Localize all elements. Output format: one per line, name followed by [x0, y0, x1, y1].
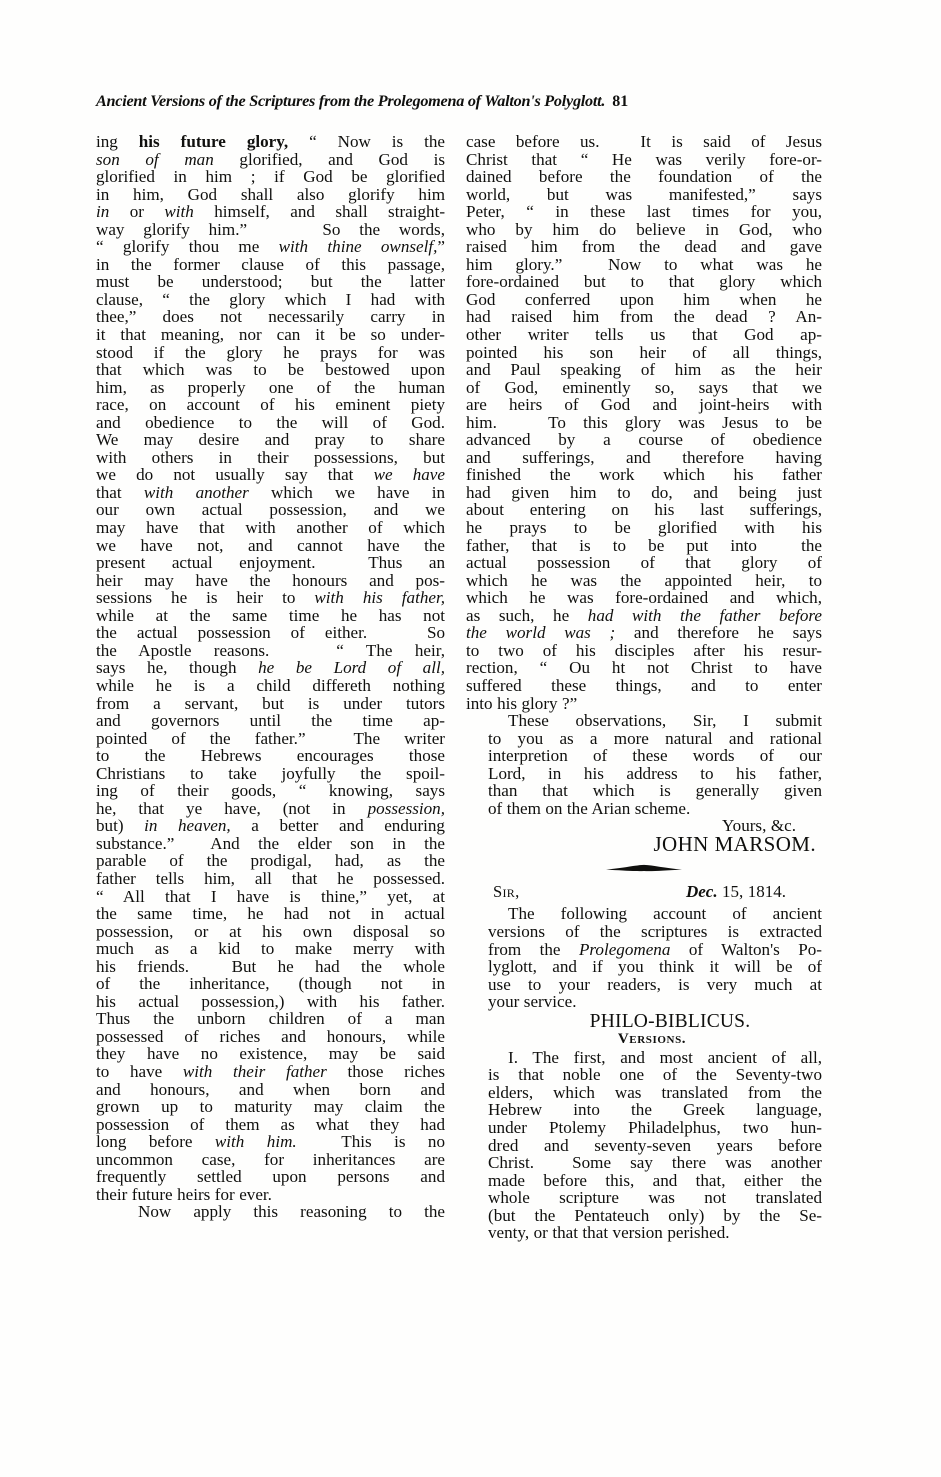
text-line: versions of the scriptures is extracted [488, 921, 822, 941]
text-line: ing of their goods, “ knowing, says [96, 781, 445, 801]
text-line: God conferred upon him when he [466, 289, 822, 309]
letter-date [686, 883, 786, 901]
running-head [96, 92, 852, 118]
paragraph-new-letter [466, 905, 822, 1010]
text-line: possession, or at his own disposal so [96, 921, 445, 941]
text-line: These observations, Sir, I submit [508, 711, 822, 731]
text-line: him, as properly one of the human [96, 377, 445, 397]
text-line: made before this, and that, either the [488, 1170, 822, 1190]
text-line: which he was the appointed heir, to [466, 570, 822, 590]
text-line: elders, which was translated from the [488, 1082, 822, 1102]
text-line: of the inheritance, (though not in [96, 974, 445, 994]
text-line: Christ that “ He was verily fore-or- [466, 149, 822, 169]
text-line: about entering on his last sufferings, [466, 500, 822, 520]
paragraph-continued-right [466, 133, 822, 712]
text-line: son of man glorified, and God is [96, 149, 445, 169]
text-line: and Paul speaking of him as the heir [466, 360, 822, 380]
text-line: that which was to be bestowed upon [96, 360, 445, 380]
letter-heading-row [466, 883, 822, 905]
paragraph-continued-left [96, 133, 445, 1203]
text-line: Thus the unborn children of a man [96, 1009, 445, 1029]
section-heading-versions: Versions. [617, 1031, 687, 1048]
text-line: to you as a more natural and rational [488, 728, 822, 748]
text-line: and honours, and when born and [96, 1079, 445, 1099]
text-line: heir may have the honours and pos- [96, 570, 445, 590]
text-line: much as a kid to make merry with [96, 939, 445, 959]
text-line: the same time, he had not in actual [96, 904, 445, 924]
text-line: pointed of the father.” The writer [96, 728, 445, 748]
text-line: We may desire and pray to share [96, 430, 445, 450]
text-line: interpretion of these words of our [488, 746, 822, 766]
text-line: and obedience to the will of God. [96, 412, 445, 432]
text-line: “ All that I have is thine,” yet, at [96, 886, 445, 906]
valediction: Yours, &c. [722, 816, 796, 836]
text-line: father, that is to be put into the [466, 535, 822, 555]
text-line: raised him from the dead and gave [466, 237, 822, 257]
text-line: we do not usually say that we have [96, 465, 445, 485]
text-line: our own actual possession, and we [96, 500, 445, 520]
left-text-column [96, 133, 445, 1221]
text-line: of God, eminently so, says that we [466, 377, 822, 397]
text-line: venty, or that that version perished. [488, 1223, 730, 1243]
text-line: from a servant, but is under tutors [96, 693, 445, 713]
text-line: with others in their possessions, but [96, 447, 445, 467]
text-line: to the Hebrews encourages those [96, 746, 445, 766]
letter-signature-philo-biblicus: PHILO-BIBLICUS. [589, 1010, 751, 1032]
text-line: had raised him from the dead ? An- [466, 307, 822, 327]
text-line: him glory.” Now to what was he [466, 254, 822, 274]
text-line: Hebrew into the Greek language, [488, 1100, 822, 1120]
text-line: frequently settled upon persons and [96, 1167, 445, 1187]
text-line: of them on the Arian scheme. [488, 798, 691, 818]
text-line: are heirs of God and joint-heirs with [466, 395, 822, 415]
text-line: we have not, and cannot have the [96, 535, 445, 555]
text-line: but) in heaven, a better and enduring [96, 816, 445, 836]
text-line: advanced by a course of obedience [466, 430, 822, 450]
text-line: fore-ordained but to that glory which [466, 272, 822, 292]
text-line: rection, “ Ou ht not Christ to have [466, 658, 822, 678]
text-line: stood if the glory he prays for was [96, 342, 445, 362]
text-line: him. To this glory was Jesus to be [466, 412, 822, 432]
text-line: Christians to take joyfully the spoil- [96, 763, 445, 783]
text-line: world, but was manifested,” says [466, 184, 822, 204]
text-line: whole scripture was not translated [488, 1188, 822, 1208]
text-line: had given him to do, and being just [466, 482, 822, 502]
text-line: his actual possession,) with his father. [96, 991, 445, 1011]
text-line: race, on account of his eminent piety [96, 395, 445, 415]
text-line: he, that ye have, (not in possession, [96, 798, 445, 818]
paragraph-last-left [96, 1203, 445, 1221]
text-line: thee,” does not necessarily carry in [96, 307, 445, 327]
text-line: and sufferings, and therefore having [466, 447, 822, 467]
text-line: into his glory ?” [466, 693, 578, 713]
text-line: their future heirs for ever. [96, 1184, 272, 1204]
text-line: Peter, “ in these last times for you, [466, 202, 822, 222]
text-line: is that noble one of the Seventy-two [488, 1065, 822, 1085]
paragraph-closing-right [466, 712, 822, 817]
text-line: who by him do believe in God, who [466, 219, 822, 239]
text-line: sessions he is heir to with his father, [96, 588, 445, 608]
text-line: the Apostle reasons. “ The heir, [96, 640, 445, 660]
text-line: long before with him. This is no [96, 1132, 445, 1152]
text-line: ing his future glory, “ Now is the [96, 132, 445, 151]
text-line: dained before the foundation of the [466, 167, 822, 187]
running-head-title: Ancient Versions of the Scriptures from the Prolegomena of Walton's Polyglott. [96, 92, 606, 110]
text-line: and governors until the time ap- [96, 711, 445, 731]
text-line: possession of them as what they had [96, 1114, 445, 1134]
text-line: in or with himself, and shall straight- [96, 202, 446, 222]
text-line: dred and seventy-seven years before [488, 1135, 822, 1155]
text-line: other writer tells us that God ap- [466, 325, 822, 345]
text-line: finished the work which his father [466, 465, 822, 485]
letter-date-month: Dec. [685, 882, 718, 902]
text-line: pointed his son heir of all things, [466, 342, 822, 362]
text-line: his friends. But he had the whole [96, 956, 445, 976]
text-line: as such, he had with the father before [466, 605, 823, 625]
text-line: present actual enjoyment. Thus an [96, 553, 445, 573]
text-line: says he, though he be Lord of all, [96, 658, 446, 678]
text-line: father tells him, all that he possessed. [96, 868, 445, 888]
text-line: your service. [488, 992, 577, 1012]
text-line: way glorify him.” So the words, [96, 219, 445, 239]
text-line: I. The first, and most ancient of all, [508, 1047, 822, 1067]
text-line: Christ. Some say there was another [488, 1153, 822, 1173]
text-line: that with another which we have in [96, 482, 445, 502]
text-line: Lord, in his address to his father, [488, 763, 822, 783]
text-line: which he was fore-ordained and which, [466, 588, 822, 608]
text-line: may have that with another of which [96, 518, 445, 538]
text-line: to have with their father those riches [96, 1061, 445, 1081]
paragraph-versions-item-1 [466, 1049, 822, 1242]
letter-signature-marsom: JOHN MARSOM. [653, 831, 816, 856]
leaf-divider-ornament [605, 864, 683, 874]
text-line: parable of the prodigal, had, as the [96, 851, 445, 871]
text-line: under Ptolemy Philadelphus, two hun- [488, 1117, 822, 1137]
text-line: he prays to be glorified with his [466, 518, 822, 538]
text-line: substance.” And the elder son in the [96, 833, 445, 853]
text-line: (but the Pentateuch only) by the Se- [488, 1205, 822, 1225]
text-line: they have no existence, may be said [96, 1044, 445, 1064]
text-line: glorified in him ; if God be glorified [96, 167, 445, 187]
text-line: grown up to maturity may claim the [96, 1097, 445, 1117]
text-line: to two of his disciples after his resur- [466, 640, 822, 660]
text-line: the actual possession of either. So [96, 623, 445, 643]
letter-date-rest: 15, 1814. [717, 882, 786, 902]
text-line: Now apply this reasoning to the [138, 1202, 445, 1222]
text-line: uncommon case, for inheritances are [96, 1149, 445, 1169]
text-line: from the Prolegomena of Walton's Po- [488, 939, 822, 959]
text-line: actual possession of that glory of [466, 553, 822, 573]
text-line: must be understood; but the latter [96, 272, 445, 292]
text-line: the world was ; and therefore he says [466, 623, 823, 643]
text-line: it that meaning, nor can it be so under- [96, 325, 445, 345]
salutation: Sir, [493, 882, 520, 902]
right-text-column [466, 133, 822, 1242]
text-line: The following account of ancient [508, 904, 822, 924]
text-line: while he is a child differeth nothing [96, 675, 445, 695]
text-line: clause, “ the glory which I had with [96, 289, 445, 309]
text-line: “ glorify thou me with thine ownself,” [96, 237, 445, 257]
text-line: lyglott, and if you think it will be of [488, 957, 822, 977]
text-line: case before us. It is said of Jesus [466, 132, 822, 151]
text-line: in the former clause of this passage, [96, 254, 445, 274]
text-line: than that which is generally given [488, 781, 822, 801]
text-line: suffered these things, and to enter [466, 675, 822, 695]
page-folio-number: 81 [612, 93, 629, 110]
text-line: in him, God shall also glorify him [96, 184, 445, 204]
text-line: use to your readers, is very much at [488, 974, 822, 994]
text-line: possessed of riches and honours, while [96, 1026, 445, 1046]
text-line: while at the same time he has not [96, 605, 445, 625]
